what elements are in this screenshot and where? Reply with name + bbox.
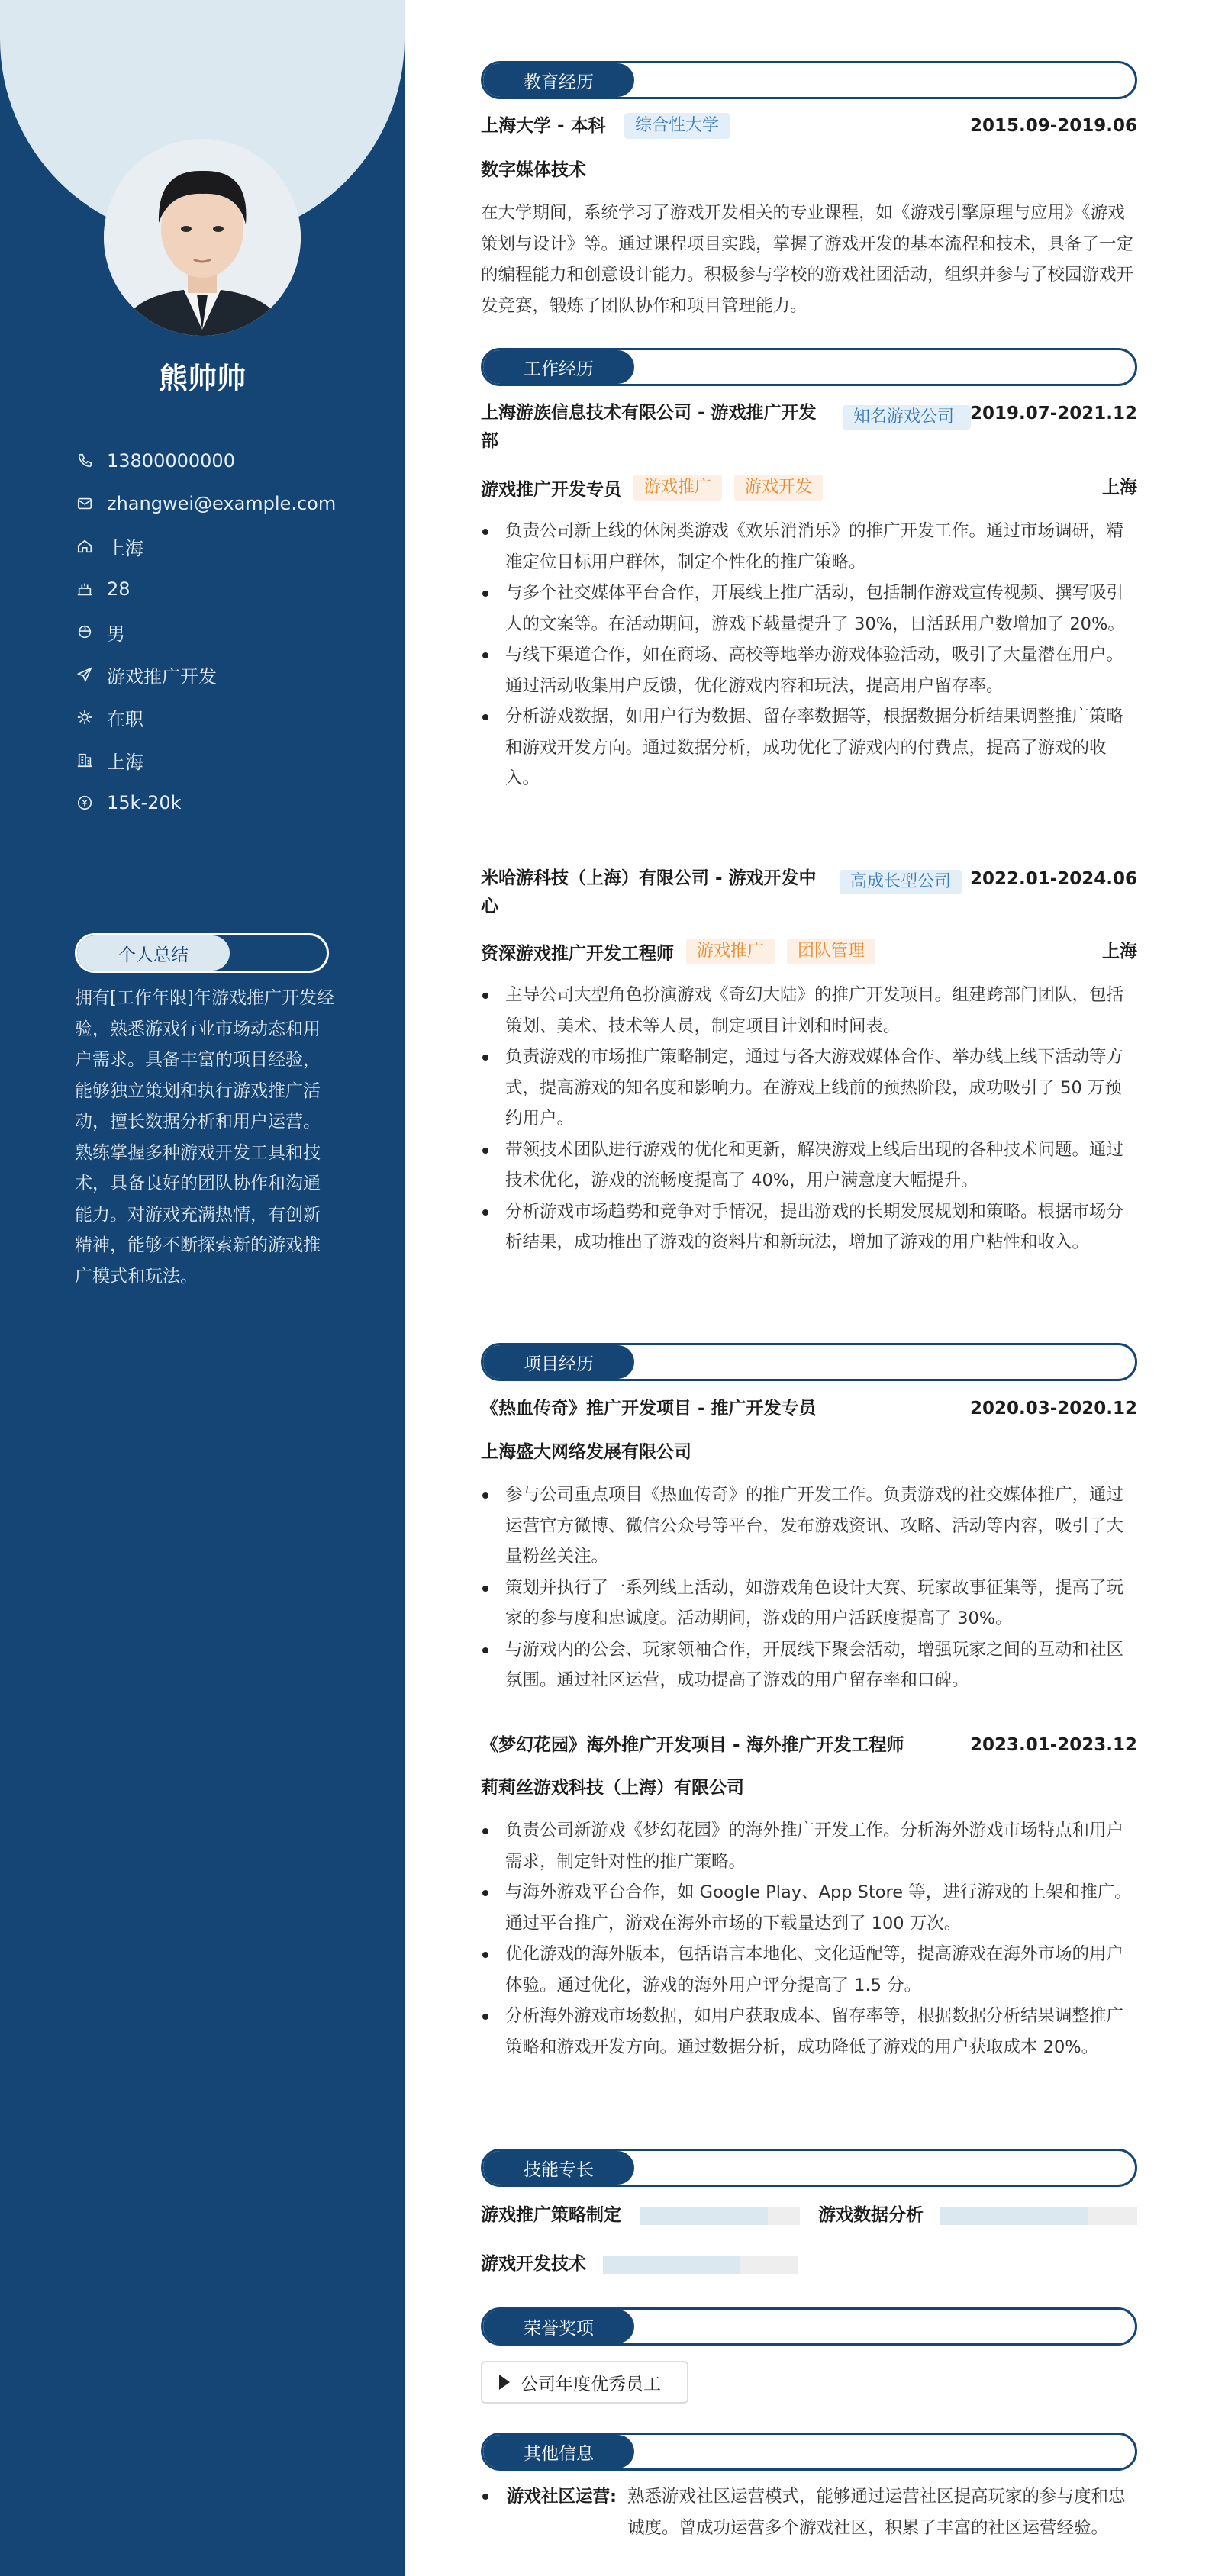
other-item-label: 游戏社区运营:: [507, 2487, 617, 2507]
skill3-bar: [603, 2256, 798, 2274]
job2-role: 资深游戏推广开发工程师: [481, 943, 674, 964]
info-age: [76, 568, 382, 610]
skill2-name: 游戏数据分析: [818, 2205, 924, 2225]
skill1-bar: [640, 2207, 800, 2225]
job1-company-tag: 知名游戏公司: [843, 405, 971, 430]
other-item-text: 熟悉游戏社区运营模式，能够通过运营社区提高玩家的参与度和忠诚度。曾成功运营多个游戏社区，积累了丰富的社区运营经验。: [627, 2487, 1126, 2538]
contact-info-list: [76, 440, 382, 824]
info-job-intent: [76, 653, 382, 696]
other-title: 其他信息: [483, 2435, 634, 2468]
list-item: 策划并执行了一系列线上活动，如游戏角色设计大赛、玩家故事征集等，提高了玩家的参与度和忠诚度。活动期间，游戏的用户活跃度提高了 30%。: [481, 1573, 1137, 1634]
edu-date: 2015.09-2019.06: [969, 116, 1137, 136]
job-intent-value: 游戏推广开发: [107, 665, 217, 687]
projects-section-header: [481, 1343, 1137, 1381]
cake-icon: [76, 580, 107, 598]
list-item: 与海外游戏平台合作，如 Google Play、App Store 等，进行游戏的上架和推广。通过平台推广，游戏在海外市场的下载量达到了 100 万次。: [481, 1877, 1137, 1939]
job2-company-tag: 高成长型公司: [840, 870, 962, 894]
job1-bullets: [481, 516, 1137, 794]
project1-bullets: [481, 1480, 1137, 1696]
list-item: 分析游戏数据，如用户行为数据、留存率数据等，根据数据分析结果调整推广策略和游戏开发方向。通过数据分析，成功优化了游戏内的付费点，提高了游戏的收入。: [481, 701, 1137, 794]
list-item: 主导公司大型角色扮演游戏《奇幻大陆》的推广开发项目。组建跨部门团队，包括策划、美术、技术等人员，制定项目计划和时间表。: [481, 980, 1137, 1042]
edu-school-tag: [624, 113, 730, 139]
education-title: 教育经历: [483, 63, 634, 97]
awards-title: 荣誉奖项: [483, 2310, 634, 2343]
list-item: 与线下渠道合作，如在商场、高校等地举办游戏体验活动，吸引了大量潜在用户。通过活动收集用户反馈，优化游戏内容和玩法，提高用户留存率。: [481, 639, 1137, 701]
work-title: 工作经历: [483, 350, 634, 384]
job2-tag-2: 团队管理: [787, 939, 875, 964]
project2-name: 《梦幻花园》海外推广开发项目 - 海外推广开发工程师: [481, 1735, 904, 1755]
info-home: [76, 525, 382, 568]
avatar: [104, 139, 301, 336]
email-value: zhangwei@example.com: [107, 493, 337, 514]
summary-section-header: [75, 933, 329, 973]
gender-value: 男: [107, 623, 125, 645]
job1-date: 2019.07-2021.12: [969, 404, 1137, 423]
info-email: [76, 482, 382, 525]
list-item: 负责游戏的市场推广策略制定，通过与各大游戏媒体合作、举办线上线下活动等方式，提高游戏的知名度和影响力。在游戏上线前的预热阶段，成功吸引了 50 万预约用户。: [481, 1042, 1137, 1135]
skill2-bar: [940, 2207, 1137, 2225]
bullet-dot: [482, 2494, 488, 2500]
awards-section-header: [481, 2307, 1137, 2346]
city-value: 上海: [107, 751, 143, 773]
list-item: 与游戏内的公会、玩家领袖合作，开展线下聚会活动，增强玩家之间的互动和社区氛围。通过社区运营，成功提高了游戏的用户留存率和口碑。: [481, 1634, 1137, 1696]
mail-icon: [76, 494, 107, 513]
project1-name: 《热血传奇》推广开发项目 - 推广开发专员: [481, 1399, 817, 1418]
job2-tag-1: 游戏推广: [686, 939, 775, 964]
award-item[interactable]: [481, 2361, 688, 2404]
skills-title: 技能专长: [483, 2151, 634, 2185]
job2-city: 上海: [1102, 942, 1137, 961]
edu-tag-label: 综合性大学: [624, 113, 730, 139]
job2-bullets: [481, 980, 1137, 1258]
job1-company: 上海游族信息技术有限公司 - 游戏推广开发部: [481, 403, 817, 451]
work-section-header: [481, 348, 1137, 386]
building-icon: [76, 751, 107, 769]
info-phone: [76, 440, 382, 482]
phone-value: 13800000000: [107, 450, 235, 472]
home-value: 上海: [107, 537, 143, 559]
edu-description: 在大学期间，系统学习了游戏开发相关的专业课程，如《游戏引擎原理与应用》《游戏策划与设计》等。通过课程项目实践，掌握了游戏开发的基本流程和技术，具备了一定的编程能力和创意设计能力。积极参与学校的游戏社团活动，组织并参与了校园游戏开发竞赛，锻炼了团队协作和项目管理能力。: [481, 203, 1134, 316]
info-status: [76, 696, 382, 739]
job2-company: 米哈游科技（上海）有限公司 - 游戏开发中心: [481, 868, 817, 916]
job1-city: 上海: [1102, 478, 1137, 497]
project2-company: 莉莉丝游戏科技（上海）有限公司: [481, 1778, 744, 1798]
list-item: 负责公司新游戏《梦幻花园》的海外推广开发工作。分析海外游戏市场特点和用户需求，制定针对性的推广策略。: [481, 1815, 1137, 1877]
education-section-header: [481, 61, 1137, 99]
skills-section-header: [481, 2149, 1137, 2187]
job2-role-row: [481, 939, 875, 964]
award-label: 公司年度优秀员工: [521, 2374, 661, 2394]
sidebar: [0, 0, 405, 2576]
project2-date: 2023.01-2023.12: [969, 1735, 1137, 1755]
job1-role: 游戏推广开发专员: [481, 479, 621, 500]
candidate-name: 熊帅帅: [158, 362, 246, 395]
list-item: 带领技术团队进行游戏的优化和更新，解决游戏上线后出现的各种技术问题。通过技术优化，游戏的流畅度提高了 40%，用户满意度大幅提升。: [481, 1135, 1137, 1196]
list-item: 分析海外游戏市场数据，如用户获取成本、留存率等，根据数据分析结果调整推广策略和游戏开发方向。通过数据分析，成功降低了游戏的用户获取成本 20%。: [481, 2001, 1137, 2062]
info-gender: [76, 610, 382, 653]
info-city: [76, 739, 382, 781]
skill3-name: 游戏开发技术: [481, 2254, 586, 2274]
project1-company: 上海盛大网络发展有限公司: [481, 1442, 691, 1462]
summary-title: 个人总结: [77, 935, 230, 971]
list-item: 与多个社交媒体平台合作，开展线上推广活动，包括制作游戏宣传视频、撰写吸引人的文案等。在活动期间，游戏下载量提升了 30%，日活跃用户数增加了 20%。: [481, 578, 1137, 639]
projects-title: 项目经历: [483, 1345, 634, 1379]
skill1-name: 游戏推广策略制定: [481, 2205, 621, 2225]
info-salary: [76, 781, 382, 824]
home-icon: [76, 537, 107, 555]
age-value: 28: [107, 578, 131, 600]
other-item: [481, 2481, 1137, 2543]
list-item: 参与公司重点项目《热血传奇》的推广开发工作。负责游戏的社交媒体推广，通过运营官方微博、微信公众号等平台，发布游戏资讯、攻略、活动等内容，吸引了大量粉丝关注。: [481, 1480, 1137, 1573]
edu-major: 数字媒体技术: [481, 160, 586, 180]
phone-icon: [76, 452, 107, 470]
project2-bullets: [481, 1815, 1137, 2062]
job2-date: 2022.01-2024.06: [969, 869, 1137, 889]
status-icon: [76, 708, 107, 726]
project1-date: 2020.03-2020.12: [969, 1399, 1137, 1418]
gender-icon: [76, 623, 107, 641]
other-section-header: [481, 2433, 1137, 2471]
edu-school: 上海大学 - 本科: [481, 116, 606, 136]
job1-tag-1: 游戏推广: [633, 475, 722, 501]
list-item: 分析游戏市场趋势和竞争对手情况，提出游戏的长期发展规划和策略。根据市场分析结果，成功推出了游戏的资料片和新玩法，增加了游戏的用户粘性和收入。: [481, 1196, 1137, 1258]
list-item: 优化游戏的海外版本，包括语言本地化、文化适配等，提高游戏在海外市场的用户体验。通过优化，游戏的海外用户评分提高了 1.5 分。: [481, 1939, 1137, 2001]
job1-tag-2: 游戏开发: [734, 475, 823, 501]
send-icon: [76, 665, 107, 684]
salary-value: 15k-20k: [107, 792, 182, 813]
salary-icon: [76, 794, 107, 812]
job1-role-row: [481, 475, 823, 501]
play-icon: [499, 2375, 510, 2390]
summary-text: 拥有[工作年限]年游戏推广开发经验，熟悉游戏行业市场动态和用户需求。具备丰富的项目经验，能够独立策划和执行游戏推广活动，擅长数据分析和用户运营。熟练掌握多种游戏开发工具和技术，具备良好的团队协作和沟通能力。对游戏充满热情，有创新精神，能够不断探索新的游戏推广模式和玩法。: [75, 988, 334, 1286]
status-value: 在职: [107, 708, 143, 730]
list-item: 负责公司新上线的休闲类游戏《欢乐消消乐》的推广开发工作。通过市场调研，精准定位目标用户群体，制定个性化的推广策略。: [481, 516, 1137, 578]
